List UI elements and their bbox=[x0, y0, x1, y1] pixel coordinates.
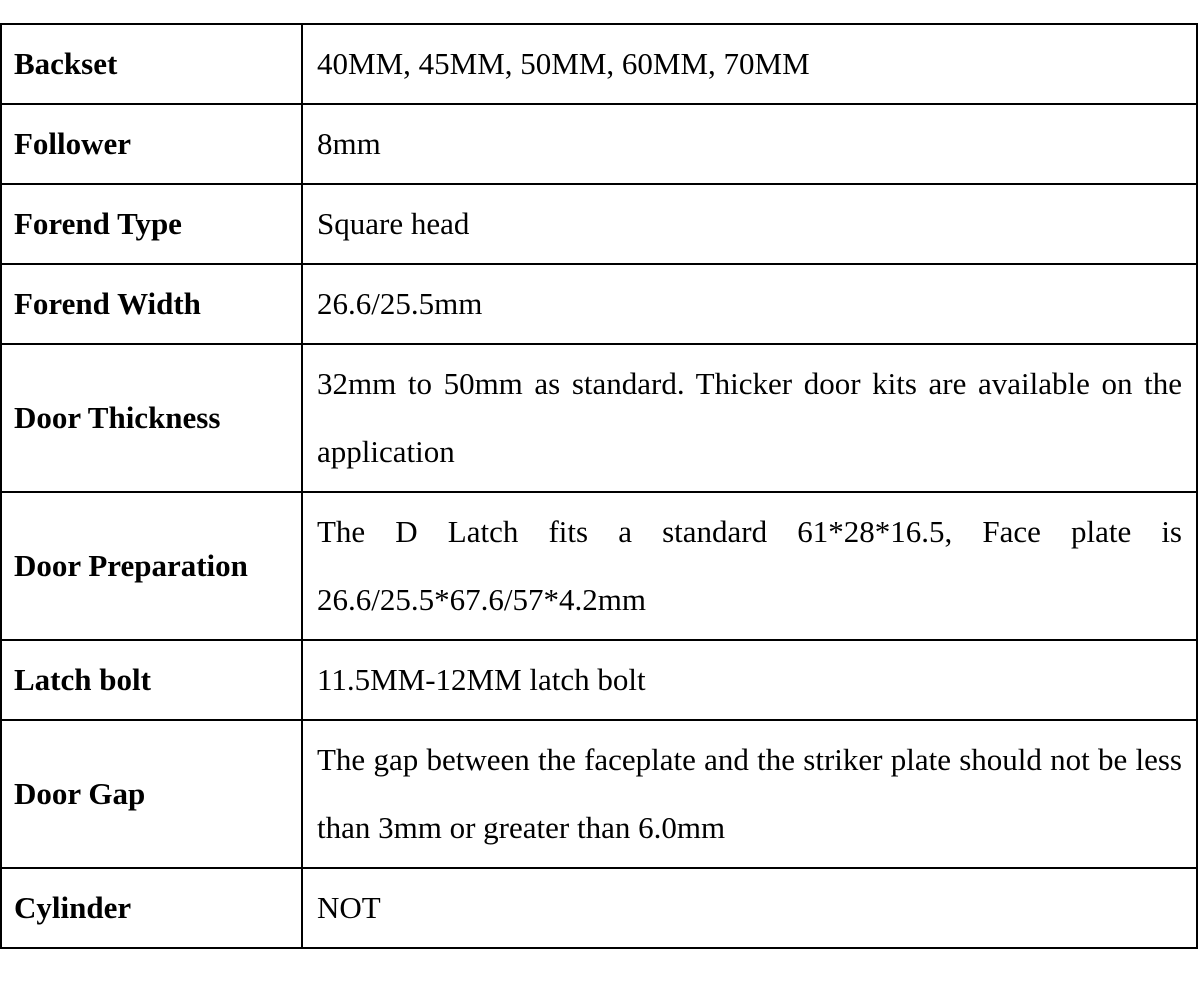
row-value: 8mm bbox=[302, 104, 1197, 184]
row-label: Follower bbox=[1, 104, 302, 184]
table-row bbox=[1, 264, 1197, 344]
row-label: Latch bolt bbox=[1, 640, 302, 720]
row-label: Door Preparation bbox=[1, 492, 302, 640]
table-row bbox=[1, 640, 1197, 720]
row-label: Backset bbox=[1, 24, 302, 104]
row-value: Square head bbox=[302, 184, 1197, 264]
table-row bbox=[1, 492, 1197, 640]
table-row bbox=[1, 24, 1197, 104]
row-label: Forend Width bbox=[1, 264, 302, 344]
table-row bbox=[1, 104, 1197, 184]
row-value: 11.5MM-12MM latch bolt bbox=[302, 640, 1197, 720]
row-value: 26.6/25.5mm bbox=[302, 264, 1197, 344]
row-value: The gap between the faceplate and the striker plate should not be less than 3mm or greater than 6.0mm bbox=[302, 720, 1197, 868]
table-row bbox=[1, 184, 1197, 264]
table-row bbox=[1, 720, 1197, 868]
row-value: 32mm to 50mm as standard. Thicker door kits are available on the application bbox=[302, 344, 1197, 492]
table-row bbox=[1, 344, 1197, 492]
row-value: 40MM, 45MM, 50MM, 60MM, 70MM bbox=[302, 24, 1197, 104]
row-value: The D Latch fits a standard 61*28*16.5, Face plate is 26.6/25.5*67.6/57*4.2mm bbox=[302, 492, 1197, 640]
row-label: Cylinder bbox=[1, 868, 302, 948]
row-label: Forend Type bbox=[1, 184, 302, 264]
row-label: Door Thickness bbox=[1, 344, 302, 492]
row-value: NOT bbox=[302, 868, 1197, 948]
row-label: Door Gap bbox=[1, 720, 302, 868]
table-row bbox=[1, 868, 1197, 948]
specification-table bbox=[0, 23, 1198, 949]
